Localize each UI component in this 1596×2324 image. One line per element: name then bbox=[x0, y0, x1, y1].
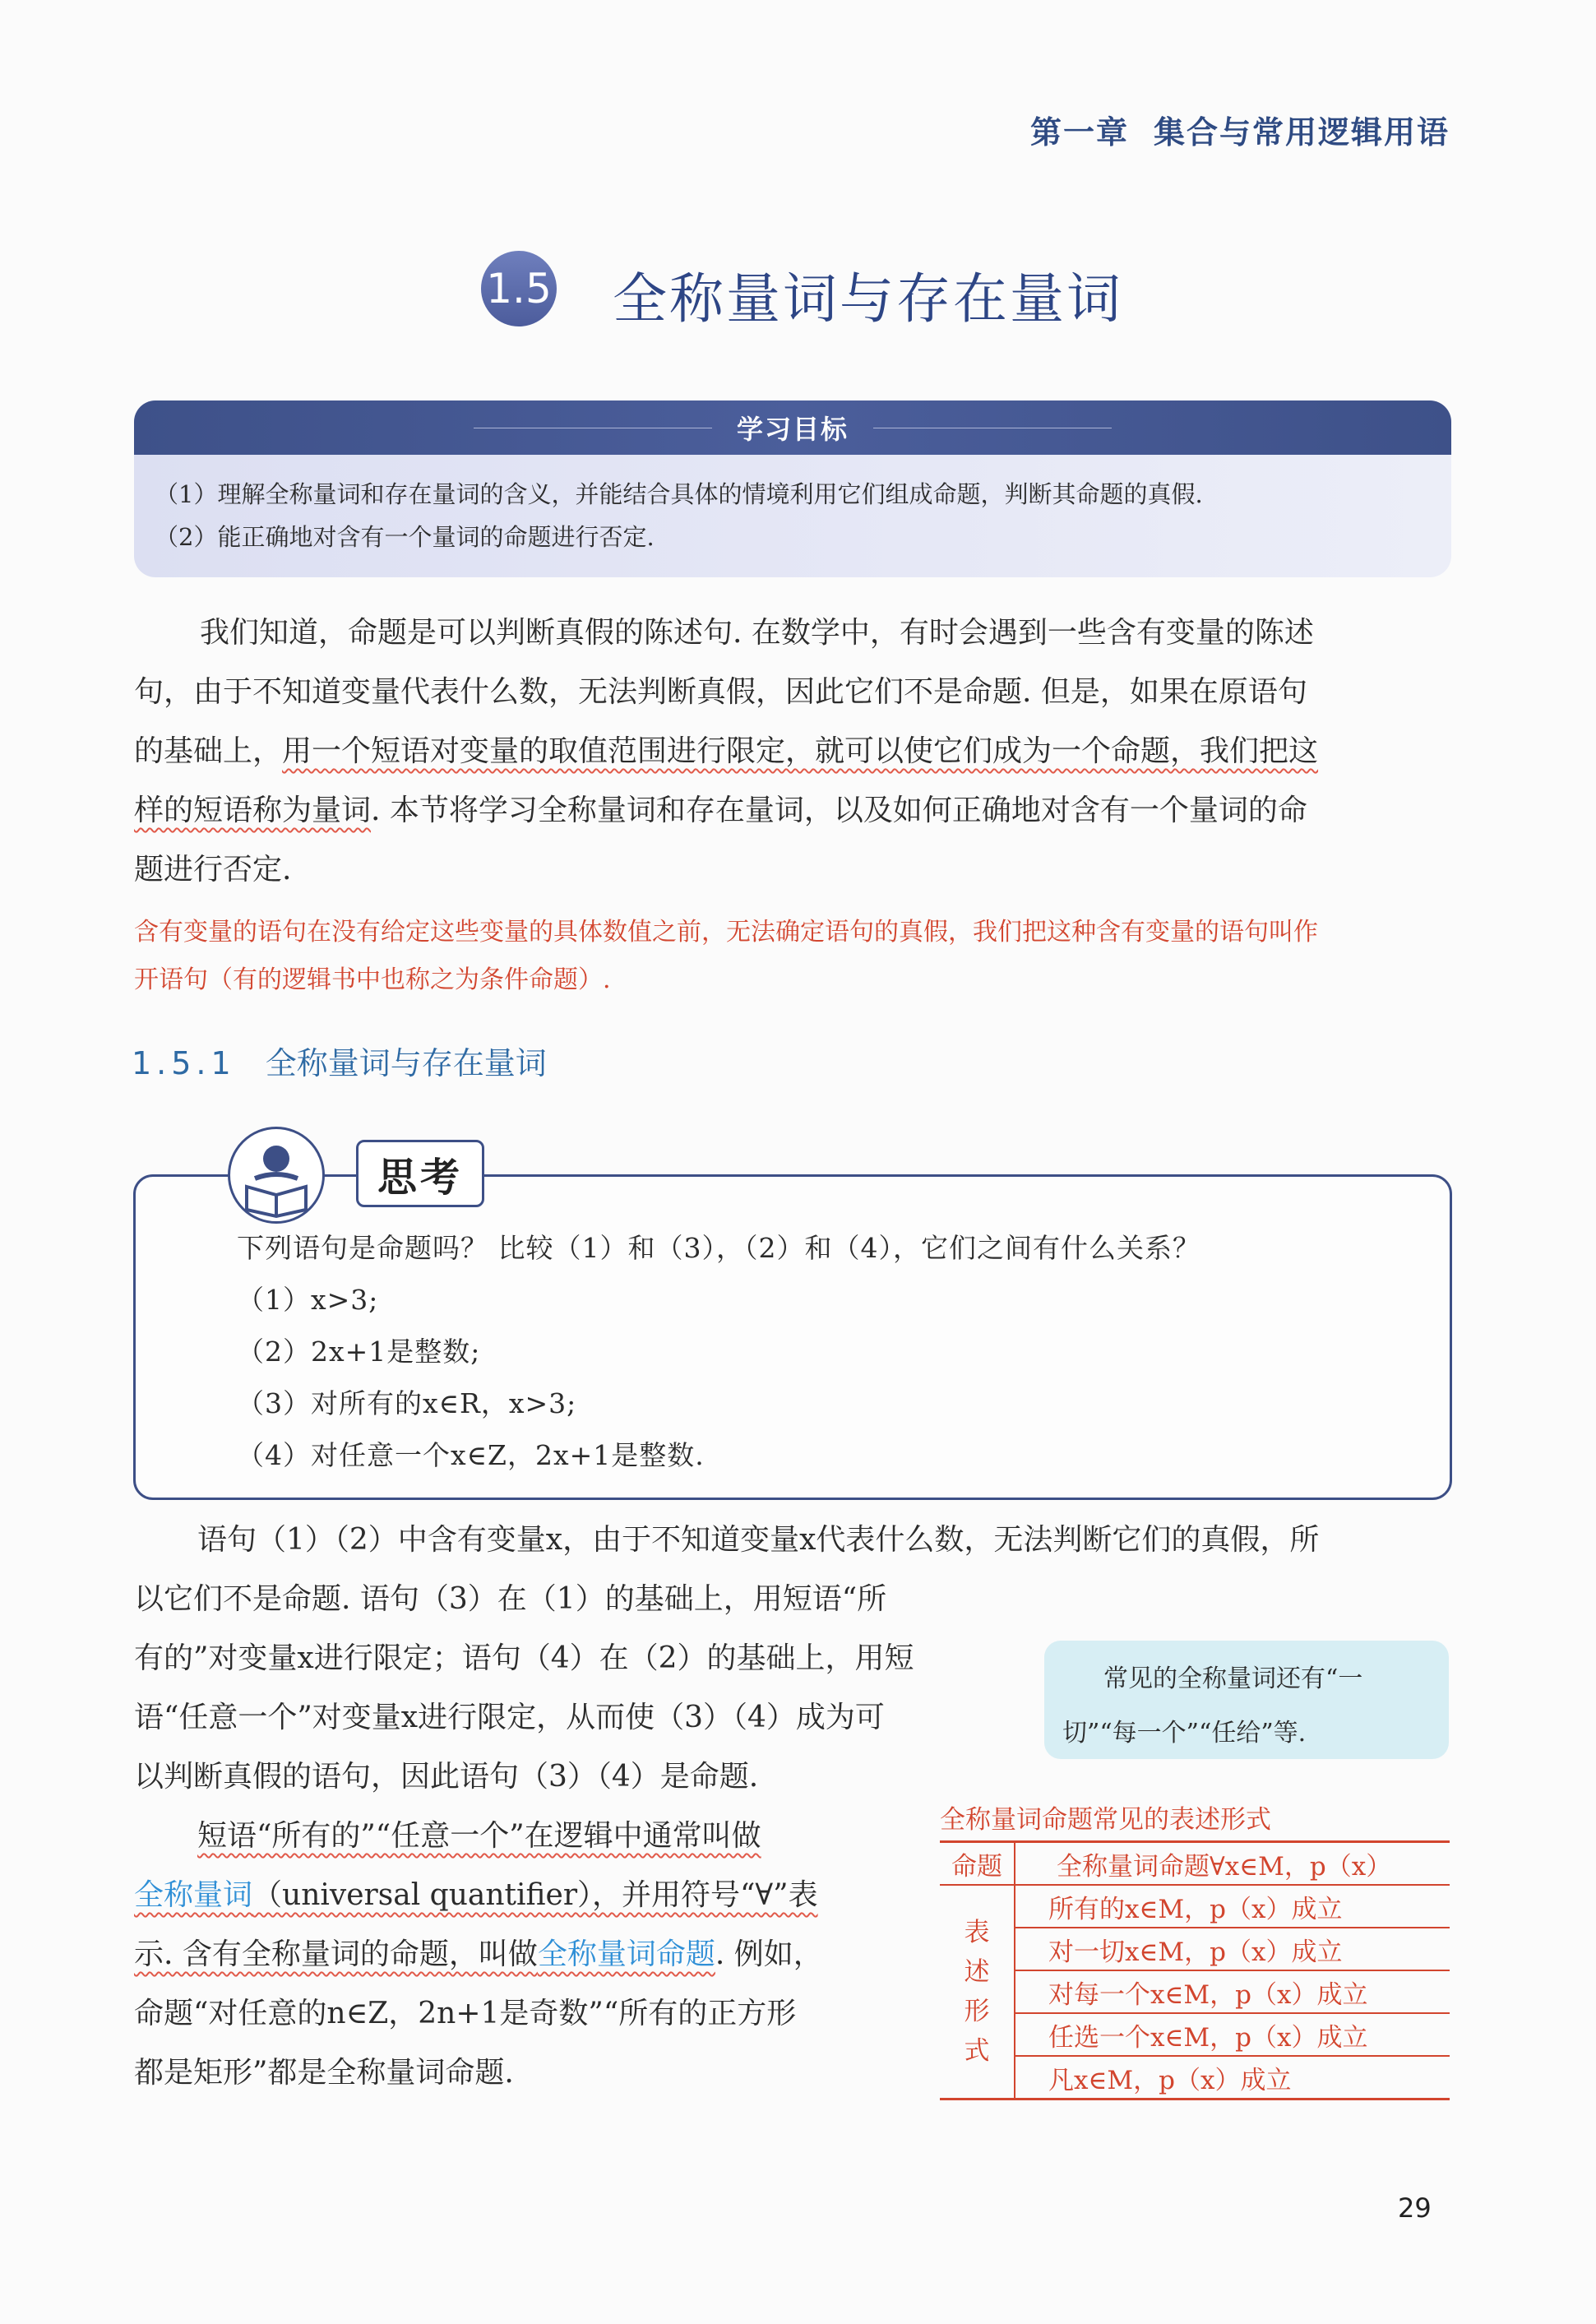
text-line bbox=[134, 1866, 923, 1925]
table-row bbox=[940, 2013, 1450, 2056]
text-span: 的基础上， bbox=[134, 734, 283, 768]
text-span: . 例如， bbox=[715, 1937, 823, 1971]
think-label: 思考 bbox=[356, 1140, 484, 1207]
text-line: 题进行否定. bbox=[134, 853, 292, 887]
table-cell: 全称量词命题∀x∈M，p（x） bbox=[1015, 1842, 1450, 1886]
think-item: （2）2x+1是整数; bbox=[237, 1336, 481, 1368]
learning-goals-list bbox=[155, 473, 1203, 558]
text-line bbox=[134, 722, 1466, 781]
text-span: （universal quantifier），并用符号“∀”表 bbox=[252, 1878, 818, 1912]
table-row bbox=[940, 2056, 1450, 2099]
margin-note-red bbox=[134, 909, 1466, 1004]
table-cell: 凡x∈M，p（x）成立 bbox=[1015, 2056, 1450, 2099]
text-span: . 本节将学习全称量词和存在量词，以及如何正确地对含有一个量词的命 bbox=[371, 794, 1307, 827]
text-line: 命题“对任意的n∈Z，2n+1是奇数”“所有的正方形 bbox=[134, 1997, 797, 2030]
text-line: 以它们不是命题. 语句（3）在（1）的基础上，用短语“所 bbox=[134, 1582, 887, 1616]
text-line: 切”“每一个”“任给”等. bbox=[1062, 1719, 1307, 1748]
text-span: 示. 含有全称量词的命题，叫做 bbox=[134, 1937, 538, 1971]
chapter-header bbox=[1030, 107, 1450, 152]
page-number: 29 bbox=[1398, 2192, 1432, 2224]
text-line: 以判断真假的语句，因此语句（3）（4）是命题. bbox=[134, 1760, 759, 1794]
learning-goal-item: （2）能正确地对含有一个量词的命题进行否定. bbox=[155, 523, 655, 551]
learning-goals-header bbox=[134, 400, 1451, 455]
text-line: 都是矩形”都是全称量词命题. bbox=[134, 2056, 514, 2090]
text-line bbox=[134, 781, 1466, 840]
table-row bbox=[940, 1970, 1450, 2013]
row-header-proposition: 命题 bbox=[940, 1842, 1015, 1886]
think-item: （4）对任意一个x∈Z，2x+1是整数. bbox=[237, 1439, 705, 1471]
think-item: （1）x>3; bbox=[237, 1284, 379, 1316]
text-line: 语句（1）（2）中含有变量x，由于不知道变量x代表什么数，无法判断它们的真假，所 bbox=[197, 1523, 1320, 1557]
learning-goals-heading: 学习目标 bbox=[736, 414, 849, 445]
text-line: 开语句（有的逻辑书中也称之为条件命题）. bbox=[134, 965, 611, 994]
table-cell: 所有的x∈M，p（x）成立 bbox=[1015, 1885, 1450, 1928]
table-cell: 任选一个x∈M，p（x）成立 bbox=[1015, 2013, 1450, 2056]
text-line: 语“任意一个”对变量x进行限定，从而使（3）（4）成为可 bbox=[134, 1701, 885, 1734]
text-line: 我们知道，命题是可以判断真假的陈述句. 在数学中，有时会遇到一些含有变量的陈述 bbox=[200, 616, 1314, 650]
table-cell: 对每一个x∈M，p（x）成立 bbox=[1015, 1970, 1450, 2013]
section-title: 全称量词与存在量词 bbox=[613, 267, 1123, 331]
text-line bbox=[134, 1925, 923, 1984]
definition-paragraph bbox=[134, 1807, 923, 2103]
table-row bbox=[940, 1842, 1450, 1886]
text-line: 常见的全称量词还有“一 bbox=[1103, 1664, 1363, 1693]
reader-icon bbox=[228, 1127, 325, 1224]
term-universal-proposition: 全称量词命题 bbox=[537, 1937, 715, 1971]
subsection-title: 全称量词与存在量词 bbox=[265, 1045, 547, 1081]
subsection-number: 1.5.1 bbox=[132, 1045, 236, 1081]
section-number-badge: 1.5 bbox=[481, 251, 557, 326]
aside-note bbox=[1044, 1641, 1449, 1759]
term-universal-quantifier: 全称量词 bbox=[134, 1878, 253, 1912]
emphasized-definition: 样的短语称为量词 bbox=[134, 794, 372, 827]
emphasized-definition: 用一个短语对变量的取值范围进行限定，就可以使它们成为一个命题，我们把这 bbox=[282, 734, 1319, 768]
row-header-forms-text: 表述形式 bbox=[964, 1918, 990, 2066]
row-header-forms bbox=[940, 1885, 1015, 2099]
table-row bbox=[940, 1928, 1450, 1970]
expression-forms-table bbox=[940, 1799, 1450, 2100]
subsection-heading bbox=[132, 1038, 547, 1083]
table-title: 全称量词命题常见的表述形式 bbox=[940, 1805, 1271, 1835]
learning-goals-panel bbox=[134, 400, 1451, 577]
text-line: 含有变量的语句在没有给定这些变量的具体数值之前，无法确定语句的真假，我们把这种含有变量的语句叫作 bbox=[134, 918, 1318, 947]
table-row bbox=[940, 1885, 1450, 1928]
table-cell: 对一切x∈M，p（x）成立 bbox=[1015, 1928, 1450, 1970]
chapter-number: 第一章 bbox=[1029, 114, 1129, 150]
forms-table bbox=[940, 1840, 1450, 2100]
intro-paragraph bbox=[134, 604, 1466, 900]
text-line: 有的”对变量x进行限定；语句（4）在（2）的基础上，用短 bbox=[134, 1641, 914, 1675]
text-line: 句，由于不知道变量代表什么数，无法判断真假，因此它们不是命题. 但是，如果在原语句 bbox=[134, 675, 1307, 709]
chapter-title: 集合与常用逻辑用语 bbox=[1153, 114, 1450, 150]
think-item: （3）对所有的x∈R，x>3; bbox=[237, 1387, 577, 1419]
think-content bbox=[237, 1222, 1200, 1481]
text-line: 短语“所有的”“任意一个”在逻辑中通常叫做 bbox=[197, 1819, 761, 1853]
think-question: 下列语句是命题吗？ 比较（1）和（3），（2）和（4），它们之间有什么关系？ bbox=[237, 1232, 1200, 1264]
learning-goal-item: （1）理解全称量词和存在量词的含义，并能结合具体的情境利用它们组成命题，判断其命题的真假. bbox=[155, 480, 1203, 508]
